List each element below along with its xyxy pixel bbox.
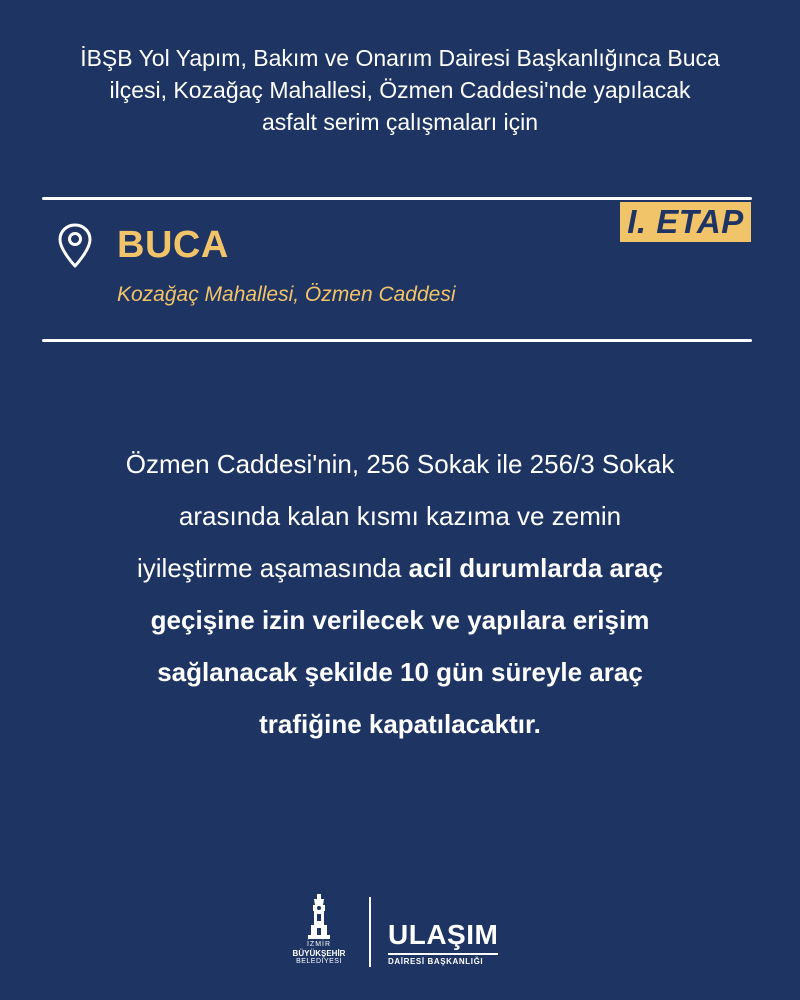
header-line-3: asfalt serim çalışmaları için <box>261 109 539 135</box>
bottom-divider <box>42 339 752 342</box>
body-line-5: sağlanacak şekilde 10 gün süreyle araç <box>157 657 643 687</box>
header-text <box>40 42 760 138</box>
stage-badge: I. ETAP <box>620 202 751 242</box>
top-divider <box>42 197 752 200</box>
body-line-3-bold: acil durumlarda araç <box>408 553 663 583</box>
header-line-2: ilçesi, Kozağaç Mahallesi, Özmen Caddesi'nde yapılacak <box>109 77 691 103</box>
district-name: BUCA <box>117 224 229 266</box>
body-line-6: trafiğine kapatılacaktır. <box>259 709 541 739</box>
department-subtitle: DAİRESİ BAŞKANLIĞI <box>388 953 498 966</box>
city-logo-line-3: BELEDİYESİ <box>296 958 342 965</box>
city-logo-line-2: BÜYÜKŞEHİR <box>292 949 346 958</box>
map-pin-icon <box>56 222 94 270</box>
department-logo <box>388 921 498 966</box>
location-detail: Kozağaç Mahallesi, Özmen Caddesi <box>117 283 456 306</box>
city-logo <box>284 893 354 971</box>
body-line-2: arasında kalan kısmı kazıma ve zemin <box>178 501 622 531</box>
city-logo-line-1: İZMİR <box>306 941 332 948</box>
body-line-3-normal: iyileştirme aşamasında <box>137 553 409 583</box>
department-name: ULAŞIM <box>388 919 499 950</box>
logo-divider <box>369 897 371 967</box>
header-line-1: İBŞB Yol Yapım, Bakım ve Onarım Dairesi Başkanlığınca Buca <box>80 45 720 71</box>
footer <box>0 893 800 973</box>
body-line-3 <box>50 542 750 594</box>
clock-tower-icon <box>304 893 334 941</box>
body-line-4: geçişine izin verilecek ve yapılara erişim <box>150 605 650 635</box>
announcement-body <box>50 438 750 750</box>
body-line-1: Özmen Caddesi'nin, 256 Sokak ile 256/3 Sokak <box>125 449 675 479</box>
